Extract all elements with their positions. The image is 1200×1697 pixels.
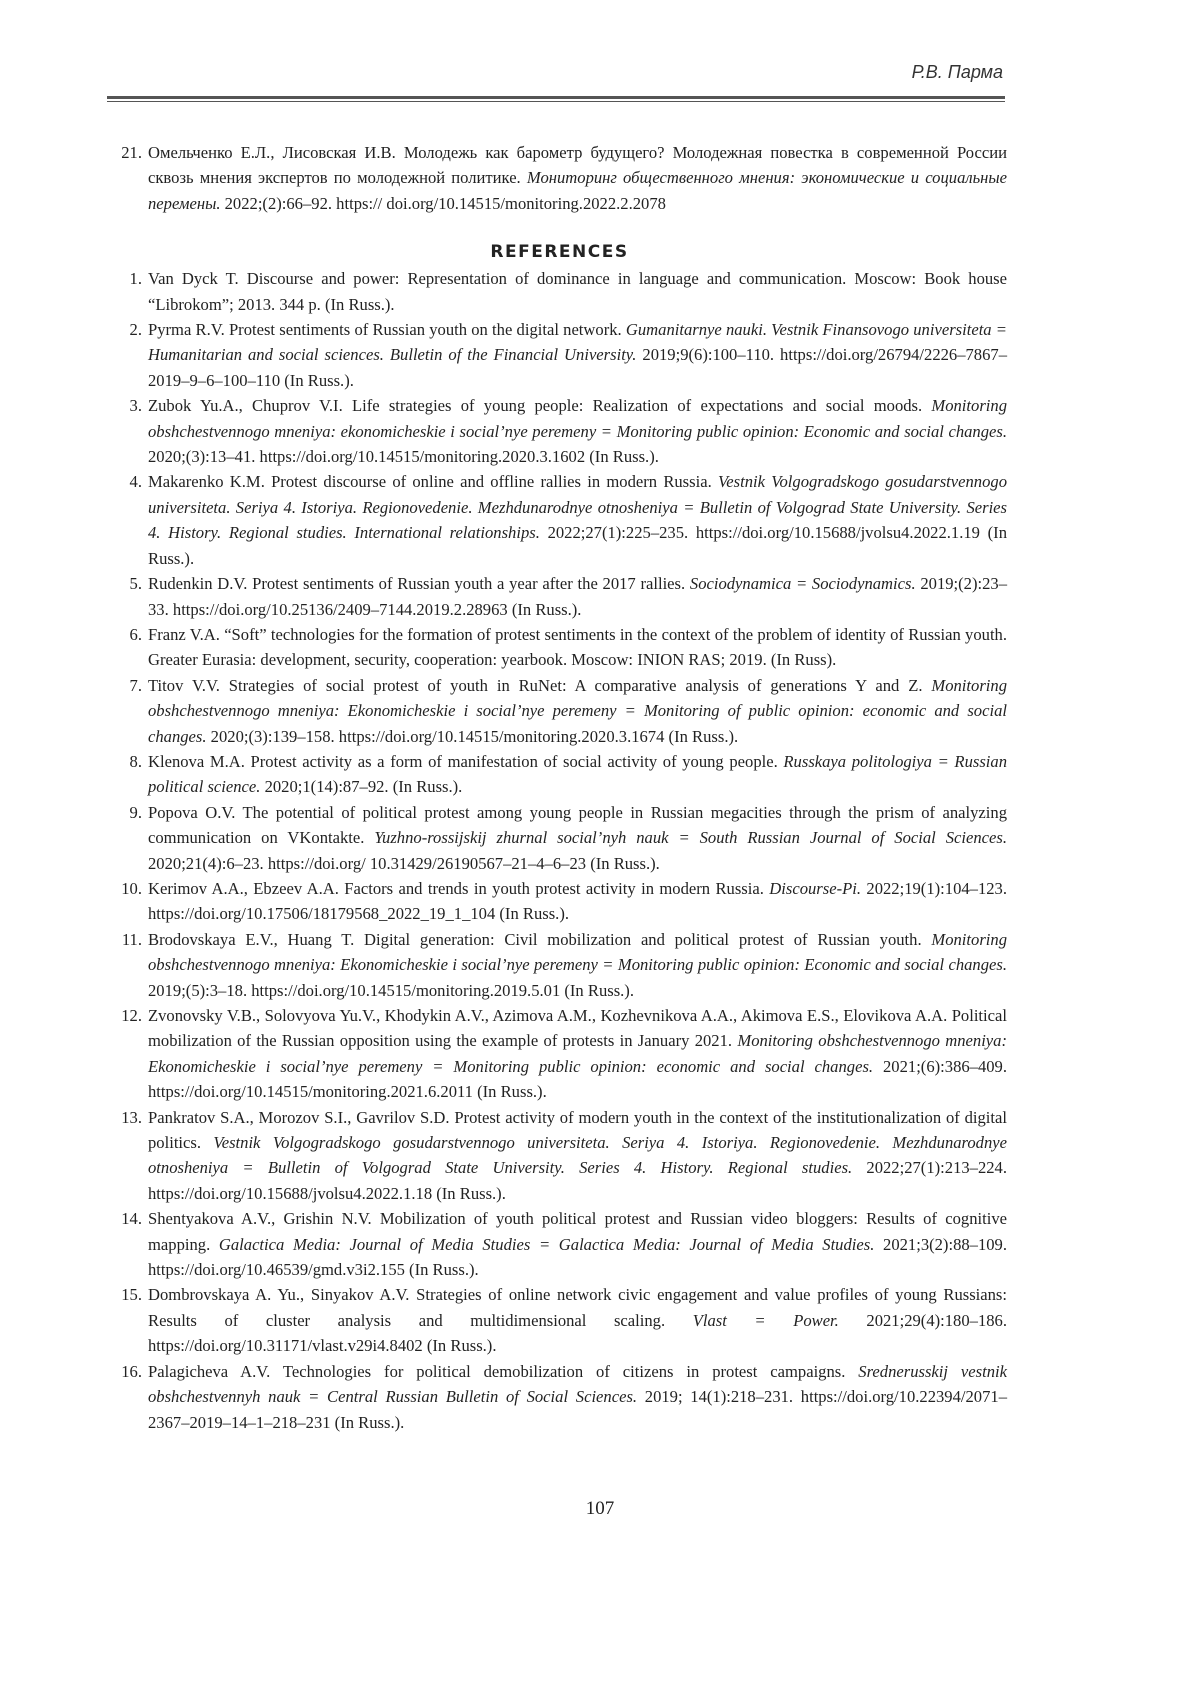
journal-title: Monitoring obshchestvennogo mneniya: Ekonomicheskie i social’nye peremeny = Monitoring public opinion: economic and social changes. [148,1031,1007,1075]
reference-segment: 2021;(6):386–409. https://doi.org/10.14515/monitoring.2021.6.2011 (In Russ.). [148,1057,1007,1101]
reference-segment: Palagicheva A.V. Technologies for political demobilization of citizens in protest campaigns. [148,1362,858,1381]
reference-segment: 2019;(5):3–18. https://doi.org/10.14515/monitoring.2019.5.01 (In Russ.). [148,981,634,1000]
reference-item [112,266,1007,317]
reference-number: 1. [112,266,142,291]
reference-segment: Franz V.A. “Soft” technologies for the formation of protest sentiments in the context of the problem of identity of Russian youth. Greater Eurasia: development, security, cooperation: yearbook. Moscow: INION RAS; 2019. (In Russ). [148,625,1007,669]
reference-number: 3. [112,393,142,418]
reference-segment: Kerimov A.A., Ebzeev A.A. Factors and trends in youth protest activity in modern Russia. [148,879,769,898]
journal-title: Monitoring obshchestvennogo mneniya: Ekonomicheskie i social’nye peremeny = Monitoring public opinion: Economic and social changes. [148,930,1007,974]
reference-segment: 2021;29(4):180–186. https://doi.org/10.31171/vlast.v29i4.8402 (In Russ.). [148,1311,1007,1355]
reference-text [148,800,1007,876]
header-divider [107,96,1005,102]
reference-segment: Rudenkin D.V. Protest sentiments of Russian youth a year after the 2017 rallies. [148,574,690,593]
reference-text [148,1105,1007,1207]
journal-title: Sociodynamica = Sociodynamics. [690,574,916,593]
reference-number: 14. [112,1206,142,1231]
reference-segment: Zvonovsky V.B., Solovyova Yu.V., Khodykin A.V., Azimova A.M., Kozhevnikova A.A., Akimova E.S., Elovikova A.A. Political mobilization of the Russian opposition using the example of protests in January 2021. [148,1006,1007,1050]
page-content [112,140,1007,1435]
reference-text [148,1282,1007,1358]
reference-segment: 2020;21(4):6–23. https://doi.org/ 10.31429/26190567–21–4–6–23 (In Russ.). [148,854,660,873]
reference-number: 5. [112,571,142,596]
reference-segment: Омельченко Е.Л., Лисовская И.В. Молодежь как барометр будущего? Молодежная повестка в современной России сквозь мнения экспертов по молодежной политике. [148,143,1007,187]
reference-segment: 2022;19(1):104–123. https://doi.org/10.17506/18179568_2022_19_1_104 (In Russ.). [148,879,1007,923]
reference-number: 15. [112,1282,142,1307]
reference-item [112,393,1007,469]
reference-number: 7. [112,673,142,698]
reference-item [112,1105,1007,1207]
journal-title: Yuzhno-rossijskij zhurnal social’nyh nauk = South Russian Journal of Social Sciences. [374,828,1007,847]
journal-title: Srednerusskij vestnik obshchestvennyh nauk = Central Russian Bulletin of Social Sciences. [148,1362,1007,1406]
reference-segment: Pankratov S.A., Morozov S.I., Gavrilov S.D. Protest activity of modern youth in the context of the institutionalization of digital politics. [148,1108,1007,1152]
reference-segment: Brodovskaya E.V., Huang T. Digital generation: Civil mobilization and political protest of Russian youth. [148,930,931,949]
reference-text [148,1206,1007,1282]
reference-number: 6. [112,622,142,647]
reference-segment: Makarenko K.M. Protest discourse of online and offline rallies in modern Russia. [148,472,718,491]
reference-text [148,749,1007,800]
reference-text [148,317,1007,393]
reference-segment: Van Dyck T. Discourse and power: Representation of dominance in language and communication. Moscow: Book house “Librokom”; 2013. 344 p. (In Russ.). [148,269,1007,313]
reference-segment: Popova O.V. The potential of political protest among young people in Russian megacities through the prism of analyzing communication on VKontakte. [148,803,1007,847]
reference-segment: 2022;27(1):225–235. https://doi.org/10.15688/jvolsu4.2022.1.19 (In Russ.). [148,523,1007,567]
reference-number: 16. [112,1359,142,1384]
journal-title: Monitoring obshchestvennogo mneniya: ekonomicheskie i social’nye peremeny = Monitoring public opinion: Economic and social changes. [148,396,1007,440]
reference-item [112,1206,1007,1282]
reference-segment: 2019; 14(1):218–231. https://doi.org/10.22394/2071–2367–2019–14–1–218–231 (In Russ.). [148,1387,1007,1431]
reference-segment: Pyrma R.V. Protest sentiments of Russian youth on the digital network. [148,320,626,339]
reference-segment: Titov V.V. Strategies of social protest of youth in RuNet: A comparative analysis of generations Y and Z. [148,676,931,695]
reference-text [148,393,1007,469]
reference-segment: 2022;(2):66–92. https:// doi.org/10.14515/monitoring.2022.2.2078 [220,194,665,213]
references-heading: REFERENCES [112,238,1007,266]
reference-text [148,927,1007,1003]
journal-title: Monitoring obshchestvennogo mneniya: Ekonomicheskie i social’nye peremeny = Monitoring of public opinion: economic and social changes. [148,676,1007,746]
reference-segment: Shentyakova A.V., Grishin N.V. Mobilization of youth political protest and Russian video bloggers: Results of cognitive mapping. [148,1209,1007,1253]
journal-title: Vlast = Power. [693,1311,839,1330]
reference-item [112,1282,1007,1358]
reference-segment: 2019;(2):23–33. https://doi.org/10.25136/2409–7144.2019.2.28963 (In Russ.). [148,574,1007,618]
page-number: 107 [0,1498,1200,1520]
journal-title: Gumanitarnye nauki. Vestnik Finansovogo universiteta = Humanitarian and social sciences. Bulletin of the Financial University. [148,320,1007,364]
reference-item [112,622,1007,673]
reference-text [148,1359,1007,1435]
reference-segment: 2020;(3):139–158. https://doi.org/10.14515/monitoring.2020.3.1674 (In Russ.). [207,727,739,746]
reference-item [112,469,1007,571]
journal-title: Russkaya politologiya = Russian political science. [148,752,1007,796]
journal-title: Vestnik Volgogradskogo gosudarstvennogo universiteta. Seriya 4. Istoriya. Regionovedenie. Mezhdunarodnye otnosheniya = Bulletin of Volgograd State University. Series 4. History. Regional studies. [148,1133,1007,1177]
references-list [112,266,1007,1435]
reference-segment: 2019;9(6):100–110. https://doi.org/26794/2226–7867–2019–9–6–100–110 (In Russ.). [148,345,1007,389]
reference-number: 4. [112,469,142,494]
reference-text [148,673,1007,749]
reference-segment: Dombrovskaya A. Yu., Sinyakov A.V. Strategies of online network civic engagement and value profiles of young Russians: Results of cluster analysis and multidimensional scaling. [148,1285,1007,1329]
reference-text [148,266,1007,317]
reference-item [112,317,1007,393]
continued-reference-list [112,140,1007,216]
reference-segment: Zubok Yu.A., Chuprov V.I. Life strategies of young people: Realization of expectations and social moods. [148,396,931,415]
reference-item [112,876,1007,927]
reference-number: 2. [112,317,142,342]
reference-text [148,140,1007,216]
journal-title: Galactica Media: Journal of Media Studies = Galactica Media: Journal of Media Studies. [219,1235,875,1254]
reference-number: 9. [112,800,142,825]
reference-segment: 2020;1(14):87–92. (In Russ.). [260,777,462,796]
reference-number: 21. [112,140,142,165]
reference-number: 13. [112,1105,142,1130]
reference-segment: 2021;3(2):88–109. https://doi.org/10.46539/gmd.v3i2.155 (In Russ.). [148,1235,1007,1279]
running-header: Р.В. Парма [912,62,1003,83]
reference-segment: 2020;(3):13–41. https://doi.org/10.14515/monitoring.2020.3.1602 (In Russ.). [148,447,659,466]
reference-item [112,571,1007,622]
reference-number: 8. [112,749,142,774]
reference-item [112,927,1007,1003]
journal-title: Мониторинг общественного мнения: экономические и социальные перемены. [148,168,1007,212]
reference-item [112,140,1007,216]
reference-number: 11. [112,927,142,952]
reference-text [148,469,1007,571]
reference-text [148,571,1007,622]
reference-number: 12. [112,1003,142,1028]
reference-item [112,800,1007,876]
reference-number: 10. [112,876,142,901]
reference-text [148,1003,1007,1105]
reference-text [148,876,1007,927]
reference-text [148,622,1007,673]
reference-item [112,1359,1007,1435]
reference-item [112,673,1007,749]
journal-title: Vestnik Volgogradskogo gosudarstvennogo universiteta. Seriya 4. Istoriya. Regionovedenie. Mezhdunarodnye otnosheniya = Bulletin of Volgograd State University. Series 4. History. Regional studies. International relationships. [148,472,1007,542]
reference-segment: 2022;27(1):213–224. https://doi.org/10.15688/jvolsu4.2022.1.18 (In Russ.). [148,1158,1007,1202]
reference-segment: Klenova M.A. Protest activity as a form of manifestation of social activity of young people. [148,752,783,771]
reference-item [112,749,1007,800]
reference-item [112,1003,1007,1105]
journal-title: Discourse-Pi. [769,879,861,898]
